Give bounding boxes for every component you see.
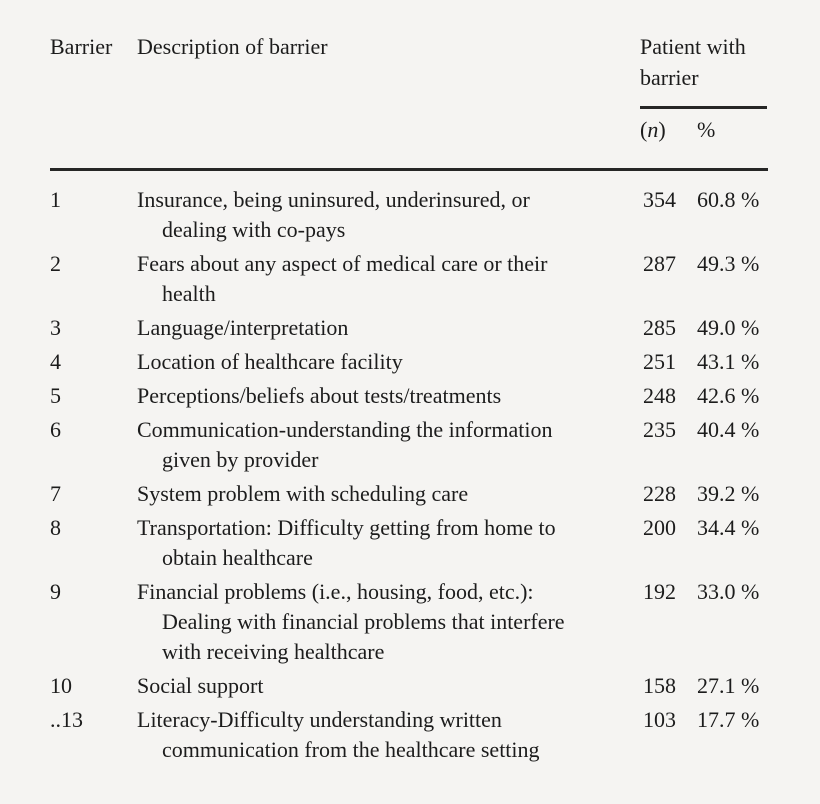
barrier-description (137, 577, 643, 667)
table-row (50, 577, 768, 667)
table-row (50, 671, 768, 701)
barrier-number: 8 (50, 515, 61, 540)
patients-percent: 49.0 % (697, 315, 760, 340)
barrier-number: 4 (50, 349, 61, 374)
description-line: Social support (137, 673, 264, 698)
barrier-number: 6 (50, 417, 61, 442)
table-row (50, 347, 768, 377)
description-line: Transportation: Difficulty getting from home to (137, 515, 556, 540)
patients-count: 192 (643, 579, 676, 604)
description-line: with receiving healthcare (162, 639, 385, 664)
description-line: health (162, 281, 216, 306)
barrier-number: 1 (50, 187, 61, 212)
table-row (50, 705, 768, 765)
column-header-barrier: Barrier (50, 34, 113, 59)
barrier-number: 7 (50, 481, 61, 506)
patients-percent: 60.8 % (697, 187, 760, 212)
description-line: given by provider (162, 447, 319, 472)
patients-count: 251 (643, 349, 676, 374)
description-line: Communication-understanding the information (137, 417, 553, 442)
barrier-number: 3 (50, 315, 61, 340)
barrier-number: 5 (50, 383, 61, 408)
barrier-description (137, 705, 643, 765)
patients-percent: 17.7 % (697, 707, 760, 732)
table-row (50, 415, 768, 475)
barrier-description (137, 249, 643, 309)
column-header-description: Description of barrier (137, 34, 328, 59)
description-line: Dealing with financial problems that interfere (162, 609, 565, 634)
patients-count: 235 (643, 417, 676, 442)
patients-percent: 43.1 % (697, 349, 760, 374)
barrier-description (137, 381, 643, 411)
patients-percent: 27.1 % (697, 673, 760, 698)
description-line: Perceptions/beliefs about tests/treatments (137, 383, 502, 408)
barrier-description (137, 671, 643, 701)
patients-count: 287 (643, 251, 676, 276)
patient-header-line-2: barrier (640, 65, 699, 90)
table-row (50, 381, 768, 411)
barrier-number: 2 (50, 251, 61, 276)
patients-count: 103 (643, 707, 676, 732)
description-line: Fears about any aspect of medical care or their (137, 251, 548, 276)
patients-percent: 40.4 % (697, 417, 760, 442)
barrier-description (137, 513, 643, 573)
barrier-description (137, 185, 643, 245)
description-line: Insurance, being uninsured, underinsured, or (137, 187, 530, 212)
barrier-description (137, 313, 643, 343)
patients-percent: 39.2 % (697, 481, 760, 506)
description-line: Financial problems (i.e., housing, food, etc.): (137, 579, 534, 604)
n-column-header: (n) (640, 117, 666, 142)
percent-column-header: % (697, 117, 716, 142)
description-line: dealing with co-pays (162, 217, 346, 242)
table-row (50, 185, 768, 245)
patient-column-rule (640, 106, 767, 109)
patient-header-line-1: Patient with (640, 34, 746, 59)
patients-count: 158 (643, 673, 676, 698)
barrier-number: ..13 (50, 707, 83, 732)
patients-percent: 33.0 % (697, 579, 760, 604)
description-line: obtain healthcare (162, 545, 313, 570)
description-line: Literacy-Difficulty understanding written (137, 707, 502, 732)
description-line: Location of healthcare facility (137, 349, 403, 374)
barrier-description (137, 479, 643, 509)
description-line: communication from the healthcare setting (162, 737, 540, 762)
description-line: System problem with scheduling care (137, 481, 469, 506)
table-body (50, 185, 768, 769)
table-row (50, 513, 768, 573)
barrier-description (137, 415, 643, 475)
barrier-number: 9 (50, 579, 61, 604)
table-row (50, 313, 768, 343)
table-row (50, 249, 768, 309)
patients-count: 354 (643, 187, 676, 212)
barrier-description (137, 347, 643, 377)
table-row (50, 479, 768, 509)
description-line: Language/interpretation (137, 315, 349, 340)
barrier-number: 10 (50, 673, 72, 698)
patients-percent: 42.6 % (697, 383, 760, 408)
subheader-n-and-percent (640, 115, 716, 145)
patients-count: 248 (643, 383, 676, 408)
patients-count: 285 (643, 315, 676, 340)
patients-count: 200 (643, 515, 676, 540)
header-divider-rule (50, 168, 768, 171)
patients-percent: 49.3 % (697, 251, 760, 276)
patients-percent: 34.4 % (697, 515, 760, 540)
column-header-patient-with-barrier (640, 31, 780, 93)
patients-count: 228 (643, 481, 676, 506)
